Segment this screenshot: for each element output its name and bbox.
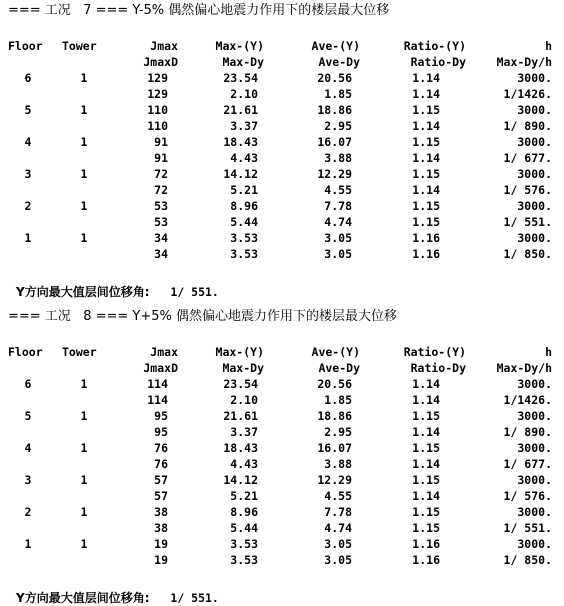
cell-h: 1/ 677.: [503, 457, 552, 471]
column-header-ratio: Ratio-Dy: [410, 55, 466, 69]
cell-ave: 16.07: [317, 135, 352, 149]
cell-max: 5.44: [230, 215, 258, 229]
column-header-ratio: Ratio-(Y): [403, 345, 466, 359]
cell-tower: 1: [80, 441, 88, 455]
cell-ratio: 1.14: [412, 87, 440, 101]
cell-ave: 4.74: [324, 521, 352, 535]
cell-floor: 3: [24, 473, 32, 487]
cell-floor: 5: [24, 103, 32, 117]
table-header-row: [0, 54, 564, 70]
cell-h: 1/ 890.: [503, 119, 552, 133]
table-row: [0, 376, 564, 392]
cell-ratio: 1.15: [412, 167, 440, 181]
table-row: [0, 230, 564, 246]
column-header-jmax: JmaxD: [143, 55, 178, 69]
summary-value: 1/ 551.: [170, 285, 219, 299]
cell-floor: 6: [24, 377, 32, 391]
cell-ave: 2.95: [324, 425, 352, 439]
cell-ratio: 1.15: [412, 135, 440, 149]
column-header-floor: Floor: [8, 345, 43, 359]
cell-max: 5.21: [230, 489, 258, 503]
cell-ave: 18.86: [317, 409, 352, 423]
cell-h: 1/ 677.: [503, 151, 552, 165]
cell-jmax: 129: [147, 87, 168, 101]
cell-ave: 1.85: [324, 87, 352, 101]
cell-max: 21.61: [223, 103, 258, 117]
cell-ave: 7.78: [324, 505, 352, 519]
table-row: [0, 182, 564, 198]
cell-jmax: 76: [154, 441, 168, 455]
column-header-ave: Ave-Dy: [318, 361, 360, 375]
cell-ratio: 1.14: [412, 425, 440, 439]
column-header-floor: Floor: [8, 39, 43, 53]
summary-gap: [150, 285, 171, 299]
cell-max: 18.43: [223, 135, 258, 149]
cell-max: 3.37: [230, 425, 258, 439]
table-row: [0, 134, 564, 150]
cell-h: 3000.: [517, 71, 552, 85]
cell-h: 1/ 551.: [503, 215, 552, 229]
cell-h: 3000.: [517, 135, 552, 149]
cell-jmax: 91: [154, 151, 168, 165]
cell-max: 3.53: [230, 247, 258, 261]
cell-tower: 1: [80, 199, 88, 213]
table-row: [0, 424, 564, 440]
column-header-jmax: Jmax: [150, 345, 178, 359]
cell-floor: 6: [24, 71, 32, 85]
column-header-jmax: JmaxD: [143, 361, 178, 375]
column-header-ave: Ave-(Y): [311, 345, 360, 359]
column-header-h: Max-Dy/h: [496, 55, 552, 69]
cell-h: 3000.: [517, 231, 552, 245]
cell-ratio: 1.15: [412, 505, 440, 519]
cell-floor: 3: [24, 167, 32, 181]
cell-jmax: 53: [154, 215, 168, 229]
cell-h: 1/ 576.: [503, 183, 552, 197]
cell-h: 3000.: [517, 167, 552, 181]
case-title: === 工况 7 === Y-5% 偶然偏心地震力作用下的楼层最大位移: [8, 3, 390, 18]
cell-tower: 1: [80, 473, 88, 487]
cell-floor: 4: [24, 441, 32, 455]
cell-ratio: 1.15: [412, 215, 440, 229]
cell-ratio: 1.14: [412, 71, 440, 85]
cell-jmax: 19: [154, 553, 168, 567]
cell-ave: 4.74: [324, 215, 352, 229]
table-row: [0, 552, 564, 568]
cell-tower: 1: [80, 377, 88, 391]
cell-ratio: 1.14: [412, 393, 440, 407]
cell-ave: 20.56: [317, 71, 352, 85]
cell-ratio: 1.15: [412, 473, 440, 487]
cell-h: 3000.: [517, 409, 552, 423]
table-row: [0, 214, 564, 230]
table-row: [0, 102, 564, 118]
cell-h: 1/ 850.: [503, 553, 552, 567]
cell-ratio: 1.16: [412, 231, 440, 245]
cell-jmax: 38: [154, 521, 168, 535]
table-row: [0, 392, 564, 408]
cell-jmax: 57: [154, 473, 168, 487]
cell-ratio: 1.14: [412, 119, 440, 133]
cell-ave: 12.29: [317, 167, 352, 181]
cell-tower: 1: [80, 103, 88, 117]
cell-jmax: 34: [154, 231, 168, 245]
cell-floor: 4: [24, 135, 32, 149]
cell-tower: 1: [80, 409, 88, 423]
cell-h: 3000.: [517, 505, 552, 519]
column-header-max: Max-Dy: [222, 55, 264, 69]
cell-ave: 20.56: [317, 377, 352, 391]
cell-h: 1/ 576.: [503, 489, 552, 503]
cell-ratio: 1.15: [412, 441, 440, 455]
cell-ave: 16.07: [317, 441, 352, 455]
cell-ratio: 1.14: [412, 151, 440, 165]
cell-ratio: 1.15: [412, 199, 440, 213]
cell-jmax: 91: [154, 135, 168, 149]
cell-max: 23.54: [223, 71, 258, 85]
column-header-tower: Tower: [62, 39, 97, 53]
cell-jmax: 129: [147, 71, 168, 85]
column-header-h: h: [545, 345, 552, 359]
cell-max: 8.96: [230, 505, 258, 519]
cell-ave: 3.05: [324, 231, 352, 245]
summary-gap: [150, 591, 171, 605]
table-row: [0, 246, 564, 262]
cell-ave: 4.55: [324, 489, 352, 503]
column-header-h: Max-Dy/h: [496, 361, 552, 375]
column-header-h: h: [545, 39, 552, 53]
table-row: [0, 408, 564, 424]
cell-jmax: 95: [154, 425, 168, 439]
cell-h: 1/ 850.: [503, 247, 552, 261]
cell-jmax: 76: [154, 457, 168, 471]
table-row: [0, 150, 564, 166]
table-row: [0, 472, 564, 488]
table-row: [0, 118, 564, 134]
cell-h: 1/ 551.: [503, 521, 552, 535]
cell-max: 4.43: [230, 151, 258, 165]
cell-ratio: 1.16: [412, 553, 440, 567]
cell-jmax: 114: [147, 377, 168, 391]
cell-h: 3000.: [517, 537, 552, 551]
cell-jmax: 110: [147, 103, 168, 117]
column-header-max: Max-Dy: [222, 361, 264, 375]
cell-ave: 3.88: [324, 457, 352, 471]
table-row: [0, 166, 564, 182]
cell-max: 8.96: [230, 199, 258, 213]
column-header-max: Max-(Y): [215, 345, 264, 359]
cell-h: 1/1426.: [503, 393, 552, 407]
table-header-row: [0, 38, 564, 54]
cell-floor: 2: [24, 199, 32, 213]
column-header-ratio: Ratio-(Y): [403, 39, 466, 53]
column-header-jmax: Jmax: [150, 39, 178, 53]
table-header-row: [0, 360, 564, 376]
cell-jmax: 114: [147, 393, 168, 407]
table-row: [0, 86, 564, 102]
cell-ave: 18.86: [317, 103, 352, 117]
cell-floor: 5: [24, 409, 32, 423]
cell-max: 14.12: [223, 473, 258, 487]
cell-ave: 3.05: [324, 553, 352, 567]
cell-jmax: 110: [147, 119, 168, 133]
cell-max: 21.61: [223, 409, 258, 423]
column-header-tower: Tower: [62, 345, 97, 359]
summary-value: 1/ 551.: [170, 591, 219, 605]
table-row: [0, 198, 564, 214]
table-header-row: [0, 344, 564, 360]
cell-ratio: 1.14: [412, 377, 440, 391]
cell-ratio: 1.16: [412, 537, 440, 551]
cell-tower: 1: [80, 135, 88, 149]
cell-ave: 3.05: [324, 537, 352, 551]
cell-h: 1/1426.: [503, 87, 552, 101]
cell-ratio: 1.14: [412, 489, 440, 503]
cell-h: 3000.: [517, 377, 552, 391]
table-row: [0, 456, 564, 472]
cell-ratio: 1.15: [412, 103, 440, 117]
cell-tower: 1: [80, 231, 88, 245]
table-row: [0, 504, 564, 520]
cell-tower: 1: [80, 167, 88, 181]
column-header-ave: Ave-(Y): [311, 39, 360, 53]
cell-ave: 3.05: [324, 247, 352, 261]
cell-ratio: 1.16: [412, 247, 440, 261]
cell-ave: 1.85: [324, 393, 352, 407]
cell-jmax: 19: [154, 537, 168, 551]
cell-h: 3000.: [517, 473, 552, 487]
cell-floor: 1: [24, 537, 32, 551]
table-row: [0, 536, 564, 552]
cell-ave: 12.29: [317, 473, 352, 487]
cell-max: 23.54: [223, 377, 258, 391]
cell-max: 5.44: [230, 521, 258, 535]
cell-max: 3.53: [230, 537, 258, 551]
table-row: [0, 520, 564, 536]
cell-h: 3000.: [517, 441, 552, 455]
cell-floor: 1: [24, 231, 32, 245]
summary-label: Y方向最大值层间位移角:: [16, 285, 150, 299]
cell-ratio: 1.14: [412, 183, 440, 197]
cell-floor: 2: [24, 505, 32, 519]
cell-max: 14.12: [223, 167, 258, 181]
cell-h: 3000.: [517, 199, 552, 213]
cell-ave: 7.78: [324, 199, 352, 213]
cell-h: 3000.: [517, 103, 552, 117]
column-header-max: Max-(Y): [215, 39, 264, 53]
column-header-ave: Ave-Dy: [318, 55, 360, 69]
cell-jmax: 34: [154, 247, 168, 261]
cell-max: 3.37: [230, 119, 258, 133]
table-row: [0, 488, 564, 504]
cell-jmax: 95: [154, 409, 168, 423]
cell-h: 1/ 890.: [503, 425, 552, 439]
cell-ratio: 1.14: [412, 457, 440, 471]
column-header-ratio: Ratio-Dy: [410, 361, 466, 375]
cell-max: 2.10: [230, 87, 258, 101]
cell-tower: 1: [80, 537, 88, 551]
cell-max: 5.21: [230, 183, 258, 197]
cell-jmax: 72: [154, 167, 168, 181]
cell-ratio: 1.15: [412, 521, 440, 535]
cell-jmax: 38: [154, 505, 168, 519]
table-row: [0, 70, 564, 86]
summary-label: Y方向最大值层间位移角:: [16, 591, 150, 605]
max-drift-summary: [16, 284, 219, 300]
cell-max: 2.10: [230, 393, 258, 407]
cell-max: 4.43: [230, 457, 258, 471]
cell-ave: 2.95: [324, 119, 352, 133]
cell-jmax: 72: [154, 183, 168, 197]
cell-ave: 3.88: [324, 151, 352, 165]
table-row: [0, 440, 564, 456]
cell-ave: 4.55: [324, 183, 352, 197]
cell-jmax: 53: [154, 199, 168, 213]
cell-tower: 1: [80, 71, 88, 85]
case-title: === 工况 8 === Y+5% 偶然偏心地震力作用下的楼层最大位移: [8, 309, 398, 324]
cell-max: 3.53: [230, 231, 258, 245]
cell-max: 3.53: [230, 553, 258, 567]
cell-max: 18.43: [223, 441, 258, 455]
cell-ratio: 1.15: [412, 409, 440, 423]
cell-tower: 1: [80, 505, 88, 519]
cell-jmax: 57: [154, 489, 168, 503]
